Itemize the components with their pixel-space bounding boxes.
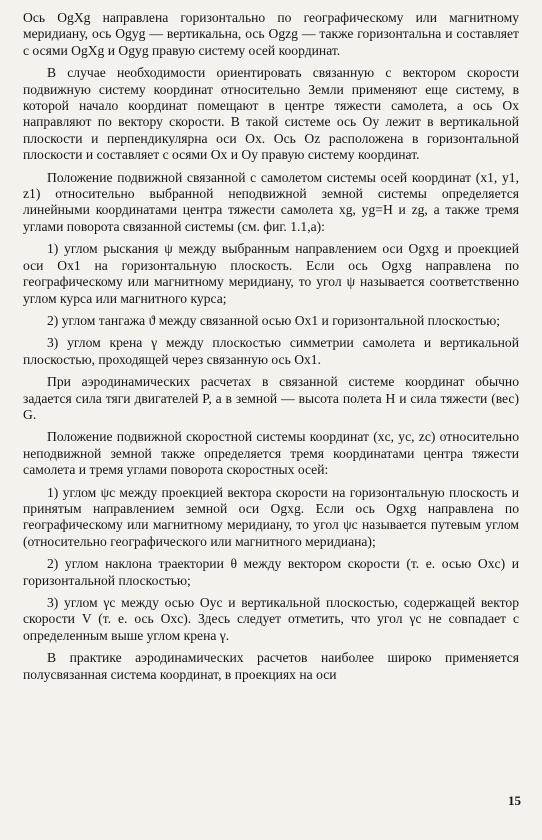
page-number: 15 [508, 793, 521, 808]
list-item-track-angle: 1) углом ψc между проекцией вектора скорости на горизонтальную плоскость и принятым направлением земной оси Ogxg. Если ось Ogxg направлена по географическому или магнитному меридиану, то угол ψc называется путевым углом (относительно географического или магнитного меридиана); [23, 484, 519, 549]
list-item-roll: 3) углом крена γ между плоскостью симметрии самолета и вертикальной плоскостью, проходящей через связанную ось Ox1. [23, 335, 519, 367]
list-item-velocity-roll: 3) углом γc между осью Oyc и вертикальной плоскостью, содержащей вектор скорости V (т. е. ось Oxc). Здесь следует отметить, что угол γc не совпадает с определенным выше углом крена γ. [23, 595, 519, 643]
paragraph-5: Положение подвижной скоростной системы координат (xc, yc, zc) относительно неподвижной земной также определяется тремя координатами центра тяжести самолета и тремя углами поворота скоростных осей: [23, 429, 519, 478]
paragraph-2: В случае необходимости ориентировать связанную с вектором скорости подвижную систему координат относительно Земли применяют еще систему, в которой начало координат помещают в центре тяжести самолета, а ось Ox направляют по вектору скорости. В такой системе ось Oy лежит в вертикальной плоскости и перпендикулярна оси Ox. Ось Oz расположена в горизонтальной плоскости и составляет с осями Ox и Oy правую систему координат. [23, 65, 519, 163]
list-item-pitch: 2) углом тангажа ϑ между связанной осью Ox1 и горизонтальной плоскостью; [47, 312, 501, 328]
list-item-path-inclination: 2) углом наклона траектории θ между вектором скорости (т. е. осью Oxc) и горизонтальной плоскостью; [23, 556, 519, 588]
paragraph-1: Ось OgXg направлена горизонтально по географическому или магнитному меридиану, ось Ogyg — вертикальна, ось Ogzg — также горизонтальна и составляет с осями OgXg и Ogyg правую систему осей координат. [23, 10, 519, 58]
list-item-yaw: 1) углом рыскания ψ между выбранным направлением оси Ogxg и проекцией оси Ox1 на горизонтальную плоскость. Если ось Ogxg направлена по географическому или магнитному меридиану, то угол ψ называется соответственно углом курса или магнитного курса; [23, 241, 519, 306]
paragraph-3: Положение подвижной связанной с самолетом системы осей координат (x1, y1, z1) относительно выбранной неподвижной земной системы определяется линейными координатами центра тяжести самолета xg, yg=H и zg, а также тремя углами поворота связанной системы (см. фиг. 1.1,a): [23, 169, 519, 234]
page-body [23, 10, 519, 683]
paragraph-4: При аэродинамических расчетах в связанной системе координат обычно задается сила тяги двигателей P, а в земной — высота полета H и сила тяжести (вес) G. [23, 374, 519, 422]
paragraph-6: В практике аэродинамических расчетов наиболее широко применяется полусвязанная система координат, в проекциях на оси [23, 650, 519, 682]
